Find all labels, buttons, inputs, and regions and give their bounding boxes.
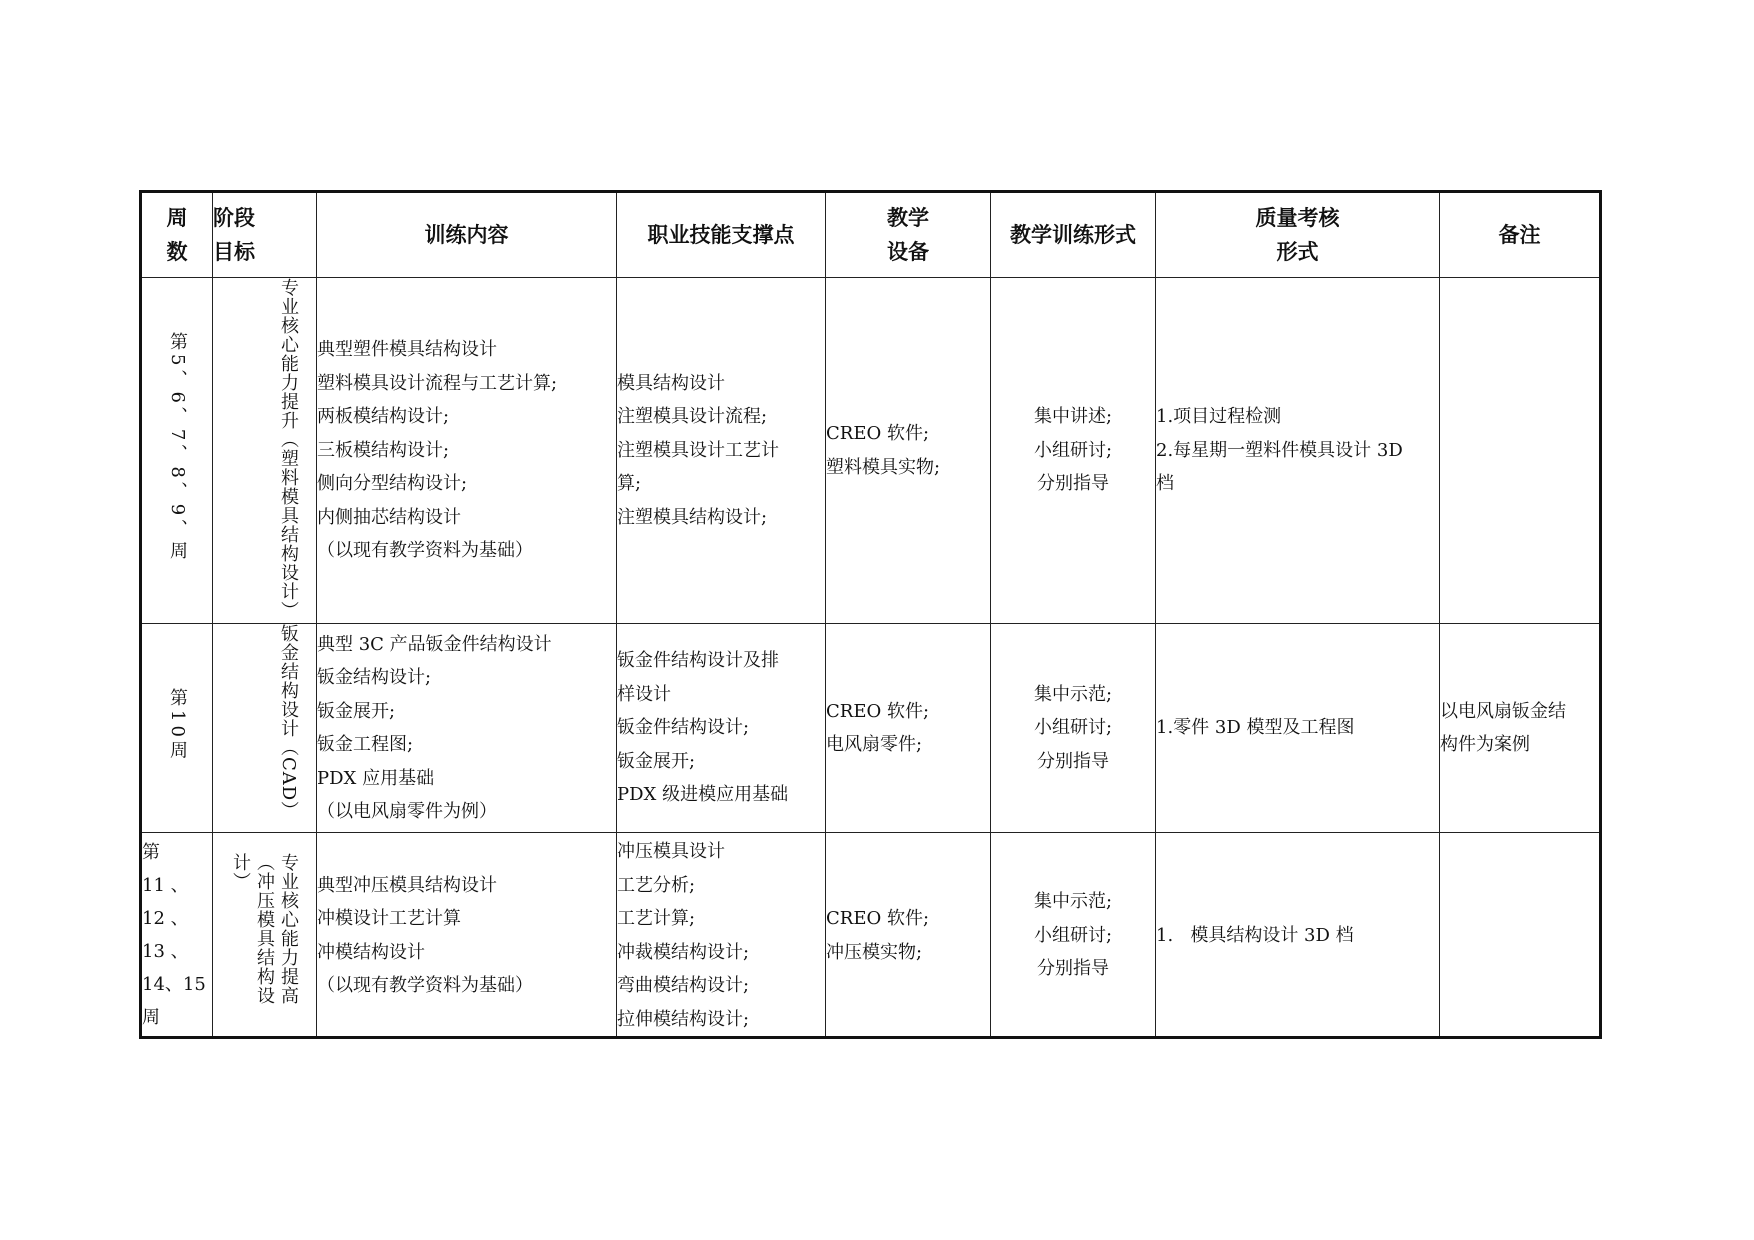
skills-cell: 模具结构设计 注塑模具设计流程; 注塑模具设计工艺计 算; 注塑模具结构设计; [617, 278, 826, 624]
stage-cell [213, 278, 317, 624]
week-cell [141, 624, 213, 833]
stage-label: 钣金结构设计（CAD） [278, 624, 299, 821]
week-cell: 第 11 、 12 、 13 、 14、15 周 [141, 833, 213, 1038]
week-label: 第10周 [167, 688, 188, 763]
header-notes: 备注 [1440, 192, 1601, 278]
form-cell: 集中示范; 小组研讨; 分别指导 [991, 624, 1156, 833]
content-cell: 典型冲压模具结构设计 冲模设计工艺计算 冲模结构设计 （以现有教学资料为基础） [317, 833, 617, 1038]
header-week: 周 数 [141, 192, 213, 278]
week-cell [141, 278, 213, 624]
content-cell: 典型 3C 产品钣金件结构设计 钣金结构设计; 钣金展开; 钣金工程图; PDX 应用基础 （以电风扇零件为例） [317, 624, 617, 833]
header-assessment: 质量考核 形式 [1156, 192, 1440, 278]
content-cell: 典型塑件模具结构设计 塑料模具设计流程与工艺计算; 两板模结构设计; 三板模结构设计; 侧向分型结构设计; 内侧抽芯结构设计 （以现有教学资料为基础） [317, 278, 617, 624]
assessment-cell: 1.项目过程检测 2.每星期一塑料件模具设计 3D 档 [1156, 278, 1440, 624]
header-equipment: 教学 设备 [826, 192, 991, 278]
notes-cell [1440, 278, 1601, 624]
skills-cell: 冲压模具设计 工艺分析; 工艺计算; 冲裁模结构设计; 弯曲模结构设计; 拉伸模结构设计; [617, 833, 826, 1038]
notes-cell: 以电风扇钣金结 构件为案例 [1440, 624, 1601, 833]
stage-cell [213, 624, 317, 833]
header-stage: 阶段 目标 [213, 192, 317, 278]
stage-label: 专业核心能力提高（冲压模具结构设计） [230, 853, 299, 1005]
stage-cell [213, 833, 317, 1038]
form-cell: 集中示范; 小组研讨; 分别指导 [991, 833, 1156, 1038]
skills-cell: 钣金件结构设计及排 样设计 钣金件结构设计; 钣金展开; PDX 级进模应用基础 [617, 624, 826, 833]
stage-label: 专业核心能力提升（塑料模具结构设计） [278, 278, 299, 620]
equipment-cell: CREO 软件; 塑料模具实物; [826, 278, 991, 624]
table-row [141, 833, 1601, 1038]
notes-cell [1440, 833, 1601, 1038]
assessment-cell: 1.零件 3D 模型及工程图 [1156, 624, 1440, 833]
assessment-cell: 1. 模具结构设计 3D 档 [1156, 833, 1440, 1038]
equipment-cell: CREO 软件; 电风扇零件; [826, 624, 991, 833]
header-form: 教学训练形式 [991, 192, 1156, 278]
form-cell: 集中讲述; 小组研讨; 分别指导 [991, 278, 1156, 624]
header-content: 训练内容 [317, 192, 617, 278]
week-label: 第5、6、7、8、9、周 [167, 332, 188, 564]
header-row [141, 192, 1601, 278]
teaching-plan-table [139, 190, 1602, 1039]
equipment-cell: CREO 软件; 冲压模实物; [826, 833, 991, 1038]
table-row [141, 278, 1601, 624]
table-row [141, 624, 1601, 833]
header-skills: 职业技能支撑点 [617, 192, 826, 278]
